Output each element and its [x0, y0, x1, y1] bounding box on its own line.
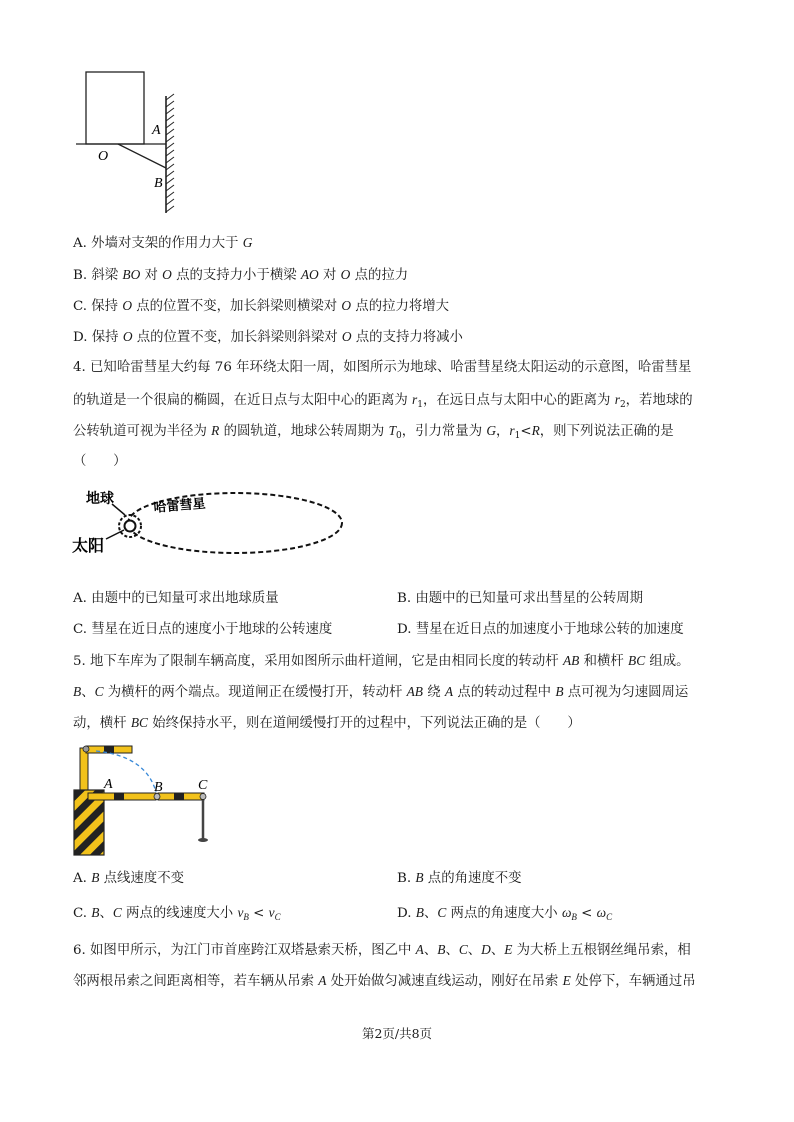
box [86, 72, 144, 144]
label-B: B [154, 176, 163, 191]
sun [125, 521, 136, 532]
label-A: A [104, 777, 113, 792]
q4-option-c: C. 彗星在近日点的速度小于地球的公转速度 [73, 622, 333, 637]
page-footer: 第2页/共8页 [361, 1026, 433, 1041]
label-comet: 哈雷彗星 [152, 495, 207, 515]
q5-option-c: C. B、C 两点的线速度大小 $v_B < v_C$ [73, 905, 281, 922]
q5-option-b: B. B 点的角速度不变 [397, 870, 522, 886]
q6-line-1: 6. 如图甲所示，为江门市首座跨江双塔悬索天桥，图乙中 A、B、C、D、E 为大桥上五根钢丝绳吊索，相 [73, 942, 691, 958]
q5-option-a: A. B 点线速度不变 [73, 870, 184, 886]
q6-line-2: 邻两根吊索之间距离相等，若车辆从吊索 A 处开始做匀减速直线运动，刚好在吊索 E 处停下，车辆通过吊 [73, 973, 696, 989]
q5-line-3: 动，横杆 BC 始终保持水平，则在道闸缓慢打开的过程中，下列说法正确的是（ ） [73, 715, 581, 731]
label-B: B [154, 780, 163, 795]
q4-line-1: 4. 已知哈雷彗星大约每 76 年环绕太阳一周，如图所示为地球、哈雷彗星绕太阳运动的示意图，哈雷彗星 [73, 360, 692, 375]
q3-option-c: C. 保持 O 点的位置不变，加长斜梁则横梁对 O 点的拉力将增大 [73, 298, 450, 314]
q4-line-3: 公转轨道可视为半径为 R 的圆轨道，地球公转周期为 $T_0$，引力常量为 G，$r_1<R$，则下列说法正确的是 [73, 423, 674, 441]
label-earth: 地球 [86, 492, 114, 507]
gate-diagram [74, 742, 224, 857]
q5-line-2: B、C 为横杆的两个端点。现道闸正在缓慢打开，转动杆 AB 绕 A 点的转动过程中 B 点可视为匀速圆周运 [73, 684, 689, 700]
orbit-diagram [70, 485, 360, 565]
label-O: O [98, 149, 109, 164]
label-A: A [152, 123, 161, 138]
q5-option-d: D. B、C 两点的角速度大小 $\omega_B < \omega_C$ [397, 905, 613, 922]
joint-C [200, 794, 206, 800]
q5-line-1: 5. 地下车库为了限制车辆高度，采用如图所示曲杆道闸，它是由相同长度的转动杆 AB 和横杆 BC 组成。 [73, 653, 690, 669]
q3-option-b: B. 斜梁 BO 对 O 点的支持力小于横梁 AO 对 O 点的拉力 [73, 267, 409, 283]
q4-line-4: （ ） [73, 454, 127, 469]
q4-option-d: D. 彗星在近日点的加速度小于地球公转的加速度 [397, 622, 684, 637]
diagonal-beam [118, 144, 166, 168]
q4-option-a: A. 由题中的已知量可求出地球质量 [73, 591, 279, 606]
bracket-diagram [74, 70, 184, 220]
q4-option-b: B. 由题中的已知量可求出彗星的公转周期 [397, 591, 643, 606]
q3-option-d: D. 保持 O 点的位置不变，加长斜梁则斜梁对 O 点的支持力将减小 [73, 329, 463, 345]
q4-line-2: 的轨道是一个很扁的椭圆，在近日点与太阳中心的距离为 $r_1$，在远日点与太阳中心的距离为 $r_2$，若地球的 [73, 392, 693, 410]
sun-pointer [106, 530, 124, 539]
q3-option-a: A. 外墙对支架的作用力大于 G [73, 235, 253, 251]
raised-arm-vertical [80, 748, 88, 790]
label-C: C [198, 778, 208, 793]
label-sun: 太阳 [72, 538, 105, 555]
wall-hatching [166, 94, 174, 212]
